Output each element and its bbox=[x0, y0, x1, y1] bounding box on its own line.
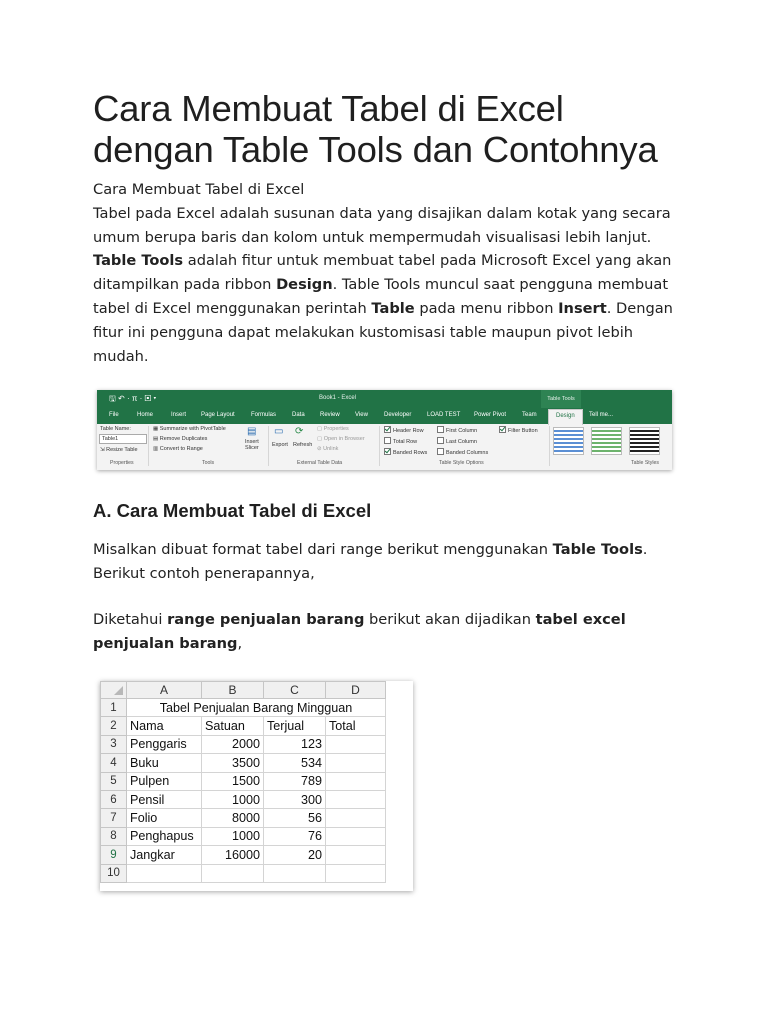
cell[interactable]: 2000 bbox=[202, 735, 264, 753]
row-number[interactable]: 9 bbox=[101, 846, 127, 864]
header-row-label: Header Row bbox=[393, 428, 424, 434]
cell[interactable]: 789 bbox=[264, 772, 326, 790]
bold-text: range penjualan barang bbox=[167, 611, 365, 628]
text: pada menu ribbon bbox=[414, 299, 559, 317]
remove-duplicates-label: Remove Duplicates bbox=[159, 436, 208, 442]
summarize-label: Summarize with PivotTable bbox=[159, 426, 226, 432]
bold-text: Design bbox=[276, 276, 333, 294]
cell[interactable]: Penggaris bbox=[127, 735, 202, 753]
tab-data[interactable]: Data bbox=[292, 412, 305, 418]
cell[interactable]: 56 bbox=[264, 809, 326, 827]
ribbon-tabs bbox=[97, 408, 672, 424]
cell[interactable] bbox=[326, 735, 386, 753]
group-properties: Properties bbox=[110, 460, 134, 466]
row-number[interactable]: 8 bbox=[101, 827, 127, 845]
unlink-label: Unlink bbox=[323, 446, 339, 452]
bold-text: tabel excel penjualan barang bbox=[93, 611, 626, 652]
cell[interactable] bbox=[326, 790, 386, 808]
insert-slicer-button[interactable]: Insert Slicer bbox=[245, 439, 259, 451]
context-tab-label: Table Tools bbox=[541, 390, 581, 408]
section-a-paragraph-2 bbox=[93, 608, 683, 656]
corner-triangle-icon bbox=[114, 686, 123, 695]
section-a-heading: A. Cara Membuat Tabel di Excel bbox=[93, 500, 372, 521]
checkbox-icon bbox=[384, 437, 391, 444]
cell[interactable] bbox=[326, 754, 386, 772]
group-table-styles: Table Styles bbox=[631, 460, 659, 466]
row-number[interactable]: 6 bbox=[101, 790, 127, 808]
tab-load-test[interactable]: LOAD TEST bbox=[427, 412, 461, 418]
table-row bbox=[101, 846, 386, 864]
table-row bbox=[101, 864, 386, 882]
group-tools: Tools bbox=[202, 460, 215, 466]
text: Tabel pada Excel adalah susunan data yang disajikan dalam kotak yang secara umum berupa baris dan kolom untuk mempermudah visualisasi lebih lanjut. bbox=[93, 204, 671, 246]
checkbox-checked-icon bbox=[384, 448, 391, 455]
cell[interactable]: Folio bbox=[127, 809, 202, 827]
separator bbox=[549, 426, 550, 466]
first-column-checkbox[interactable] bbox=[437, 426, 477, 434]
tab-home[interactable]: Home bbox=[137, 412, 154, 418]
remove-duplicates-button[interactable]: ▤ Remove Duplicates bbox=[153, 436, 208, 442]
table-style-blue[interactable] bbox=[553, 427, 584, 455]
open-in-browser-label: Open in Browser bbox=[323, 436, 365, 442]
tab-insert[interactable]: Insert bbox=[171, 412, 187, 418]
ribbon-title-bar bbox=[97, 390, 672, 408]
intro-subheading: Cara Membuat Tabel di Excel bbox=[93, 181, 305, 198]
table-row bbox=[101, 827, 386, 845]
last-column-label: Last Column bbox=[446, 439, 477, 445]
cell[interactable]: Pulpen bbox=[127, 772, 202, 790]
row-number[interactable]: 7 bbox=[101, 809, 127, 827]
quick-access-icons: 🖫 ↶ · π · ▣ ▾ bbox=[109, 394, 157, 403]
tab-tell-me[interactable]: Tell me... bbox=[589, 412, 614, 418]
resize-table-button[interactable]: ⇲ Resize Table bbox=[100, 447, 138, 453]
refresh-button[interactable]: Refresh bbox=[293, 442, 313, 448]
cell[interactable]: 534 bbox=[264, 754, 326, 772]
intro-paragraph bbox=[93, 178, 683, 368]
table-name-input[interactable]: Table1 bbox=[99, 434, 147, 444]
row-number[interactable]: 10 bbox=[101, 864, 127, 882]
cell[interactable]: Buku bbox=[127, 754, 202, 772]
last-column-checkbox[interactable] bbox=[437, 437, 477, 445]
tab-design[interactable]: Design bbox=[548, 409, 583, 425]
tab-view[interactable]: View bbox=[355, 412, 368, 418]
properties-button[interactable]: ▢ Properties bbox=[317, 426, 349, 432]
table-row bbox=[101, 717, 386, 735]
bold-text: Table Tools bbox=[93, 252, 184, 270]
excel-sheet-image bbox=[100, 681, 413, 891]
cell[interactable]: 20 bbox=[264, 846, 326, 864]
row-number[interactable]: 2 bbox=[101, 717, 127, 735]
row-number[interactable]: 4 bbox=[101, 754, 127, 772]
tab-file[interactable]: File bbox=[109, 412, 119, 418]
row-number[interactable]: 3 bbox=[101, 735, 127, 753]
cell[interactable]: 1500 bbox=[202, 772, 264, 790]
spreadsheet-grid bbox=[100, 681, 386, 883]
cell[interactable]: 76 bbox=[264, 827, 326, 845]
bold-text: Insert bbox=[558, 299, 607, 317]
cell[interactable] bbox=[326, 772, 386, 790]
separator bbox=[148, 426, 149, 466]
checkbox-icon bbox=[437, 426, 444, 433]
total-row-checkbox[interactable] bbox=[384, 437, 417, 445]
cell[interactable] bbox=[127, 864, 202, 882]
group-external-data: External Table Data bbox=[297, 460, 343, 466]
export-button[interactable]: Export bbox=[272, 442, 288, 448]
cell[interactable]: 3500 bbox=[202, 754, 264, 772]
separator bbox=[379, 426, 380, 466]
cell[interactable]: 123 bbox=[264, 735, 326, 753]
cell[interactable]: 16000 bbox=[202, 846, 264, 864]
text: . Dengan fitur ini pengguna dapat melakukan kustomisasi table maupun pivot lebih mudah. bbox=[93, 299, 673, 365]
text: , bbox=[237, 634, 243, 652]
tab-review[interactable]: Review bbox=[320, 412, 340, 418]
cell[interactable] bbox=[326, 864, 386, 882]
resize-table-label: Resize Table bbox=[106, 447, 138, 453]
text: Diketahui bbox=[93, 611, 168, 628]
text: adalah fitur untuk membuat tabel pada Microsoft Excel yang akan ditampilkan pada ribbon bbox=[93, 252, 672, 294]
select-all-corner[interactable] bbox=[101, 682, 127, 699]
column-header[interactable]: B bbox=[202, 682, 264, 699]
cell[interactable]: 8000 bbox=[202, 809, 264, 827]
column-header[interactable]: D bbox=[326, 682, 386, 699]
tab-team[interactable]: Team bbox=[522, 412, 537, 418]
banded-rows-label: Banded Rows bbox=[393, 450, 428, 456]
cell[interactable]: Pensil bbox=[127, 790, 202, 808]
filter-button-checkbox[interactable] bbox=[499, 426, 538, 434]
table-row bbox=[101, 790, 386, 808]
cell[interactable]: 1000 bbox=[202, 790, 264, 808]
header-cell[interactable]: Total bbox=[326, 717, 386, 735]
slicer-icon: ▤ bbox=[247, 426, 257, 437]
refresh-icon: ⟳ bbox=[295, 426, 304, 437]
convert-to-range-button[interactable]: ▥ Convert to Range bbox=[153, 446, 203, 452]
checkbox-icon bbox=[437, 437, 444, 444]
page-title: Cara Membuat Tabel di Excel dengan Table Tools dan Contohnya bbox=[93, 88, 658, 170]
cell[interactable]: 1000 bbox=[202, 827, 264, 845]
tab-developer[interactable]: Developer bbox=[384, 412, 412, 418]
summarize-pivot-button[interactable]: ▦ Summarize with PivotTable bbox=[153, 426, 226, 432]
export-icon: ▭ bbox=[274, 426, 284, 437]
section-a-paragraph-1 bbox=[93, 538, 683, 586]
cell[interactable]: 300 bbox=[264, 790, 326, 808]
total-row-label: Total Row bbox=[393, 439, 418, 445]
table-name-label: Table Name: bbox=[100, 426, 131, 432]
checkbox-checked-icon bbox=[499, 426, 506, 433]
group-style-options: Table Style Options bbox=[439, 460, 484, 466]
banded-columns-checkbox[interactable] bbox=[437, 448, 488, 456]
book-title: Book1 - Excel bbox=[319, 395, 357, 401]
tab-page-layout[interactable]: Page Layout bbox=[201, 412, 235, 418]
table-title-cell[interactable]: Tabel Penjualan Barang Mingguan bbox=[127, 699, 386, 717]
table-row bbox=[101, 699, 386, 717]
row-number[interactable]: 5 bbox=[101, 772, 127, 790]
column-header[interactable]: C bbox=[264, 682, 326, 699]
cell[interactable] bbox=[264, 864, 326, 882]
cell[interactable]: Jangkar bbox=[127, 846, 202, 864]
cell[interactable] bbox=[326, 827, 386, 845]
properties-label: Properties bbox=[323, 426, 349, 432]
table-style-black[interactable] bbox=[629, 427, 660, 455]
column-header-row bbox=[101, 682, 386, 699]
table-row bbox=[101, 809, 386, 827]
header-cell[interactable]: Terjual bbox=[264, 717, 326, 735]
tab-formulas[interactable]: Formulas bbox=[251, 412, 277, 418]
column-header[interactable]: A bbox=[127, 682, 202, 699]
cell[interactable] bbox=[326, 846, 386, 864]
header-cell[interactable]: Satuan bbox=[202, 717, 264, 735]
checkbox-icon bbox=[437, 448, 444, 455]
bold-text: Table Tools bbox=[552, 541, 643, 558]
cell[interactable]: Penghapus bbox=[127, 827, 202, 845]
banded-rows-checkbox[interactable] bbox=[384, 448, 427, 456]
first-column-label: First Column bbox=[446, 428, 478, 434]
separator bbox=[268, 426, 269, 466]
checkbox-checked-icon bbox=[384, 426, 391, 433]
tab-power-pivot[interactable]: Power Pivot bbox=[474, 412, 507, 418]
text: berikut akan dijadikan bbox=[364, 611, 536, 628]
table-style-green[interactable] bbox=[591, 427, 622, 455]
open-in-browser-button[interactable]: ▢ Open in Browser bbox=[317, 436, 365, 442]
text: . Table Tools muncul saat pengguna membuat tabel di Excel menggunakan perintah bbox=[93, 276, 669, 317]
excel-ribbon-image bbox=[97, 390, 672, 470]
table-row bbox=[101, 772, 386, 790]
row-number[interactable]: 1 bbox=[101, 699, 127, 717]
header-row-checkbox[interactable] bbox=[384, 426, 424, 434]
table-row bbox=[101, 735, 386, 753]
cell[interactable] bbox=[202, 864, 264, 882]
ribbon-body bbox=[97, 424, 672, 470]
text: Misalkan dibuat format tabel dari range berikut menggunakan bbox=[93, 541, 553, 558]
unlink-button[interactable]: ⊘ Unlink bbox=[317, 446, 339, 452]
banded-columns-label: Banded Columns bbox=[446, 450, 489, 456]
bold-text: Table bbox=[371, 299, 415, 317]
table-row bbox=[101, 754, 386, 772]
header-cell[interactable]: Nama bbox=[127, 717, 202, 735]
cell[interactable] bbox=[326, 809, 386, 827]
filter-button-label: Filter Button bbox=[508, 428, 538, 434]
text: . Berikut contoh penerapannya, bbox=[93, 541, 648, 582]
convert-label: Convert to Range bbox=[159, 446, 203, 452]
